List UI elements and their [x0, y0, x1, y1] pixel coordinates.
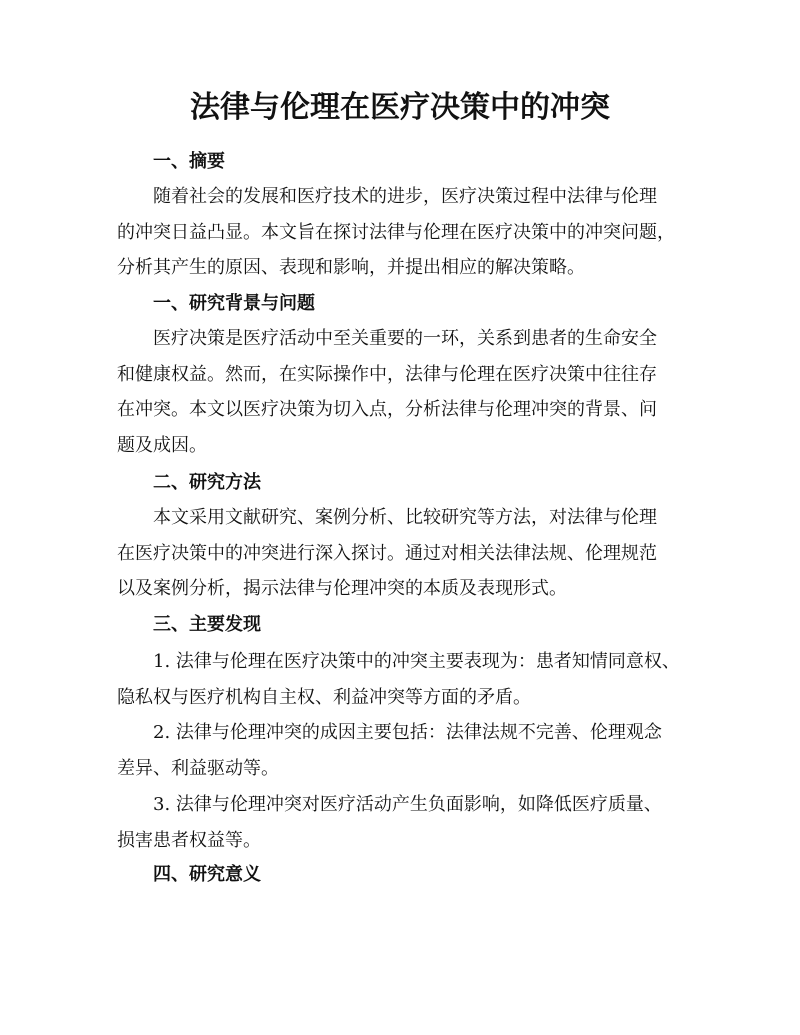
paragraph-line: 3. 法律与伦理冲突对医疗活动产生负面影响，如降低医疗质量、	[153, 794, 662, 815]
paragraph-line: 的冲突日益凸显。本文旨在探讨法律与伦理在医疗决策中的冲突问题，	[117, 221, 675, 243]
section-heading-significance: 四、研究意义	[153, 864, 261, 885]
methods-paragraph	[117, 500, 717, 607]
paragraph-line: 题及成因。	[117, 434, 207, 456]
background-paragraph	[117, 321, 717, 463]
section-heading-findings: 三、主要发现	[153, 614, 261, 635]
paragraph-line: 损害患者权益等。	[117, 829, 261, 851]
paragraph-line: 2. 法律与伦理冲突的成因主要包括：法律法规不完善、伦理观念	[153, 722, 662, 743]
paragraph-line: 在冲突。本文以医疗决策为切入点，分析法律与伦理冲突的背景、问	[117, 399, 657, 420]
finding-item-1	[117, 644, 717, 715]
section-heading-background: 一、研究背景与问题	[153, 293, 315, 314]
paragraph-line: 分析其产生的原因、表现和影响，并提出相应的解决策略。	[117, 257, 585, 278]
finding-item-3	[117, 787, 717, 858]
section-heading-methods: 二、研究方法	[153, 472, 261, 493]
section-heading-abstract: 一、摘要	[153, 151, 225, 172]
paragraph-line: 在医疗决策中的冲突进行深入探讨。通过对相关法律法规、伦理规范	[117, 542, 657, 564]
finding-item-2	[117, 715, 717, 786]
paragraph-line: 隐私权与医疗机构自主权、利益冲突等方面的矛盾。	[117, 686, 531, 708]
paragraph-line: 医疗决策是医疗活动中至关重要的一环，关系到患者的生命安全	[153, 328, 657, 349]
paragraph-line: 随着社会的发展和医疗技术的进步，医疗决策过程中法律与伦理	[153, 186, 657, 207]
document-title: 法律与伦理在医疗决策中的冲突	[190, 90, 610, 125]
paragraph-line: 差异、利益驱动等。	[117, 757, 279, 779]
paragraph-line: 本文采用文献研究、案例分析、比较研究等方法，对法律与伦理	[153, 507, 657, 528]
paragraph-line: 和健康权益。然而，在实际操作中，法律与伦理在医疗决策中往往存	[117, 363, 657, 385]
abstract-paragraph	[117, 179, 717, 286]
paragraph-line: 以及案例分析，揭示法律与伦理冲突的本质及表现形式。	[117, 578, 567, 599]
paragraph-line: 1. 法律与伦理在医疗决策中的冲突主要表现为：患者知情同意权、	[153, 651, 680, 672]
